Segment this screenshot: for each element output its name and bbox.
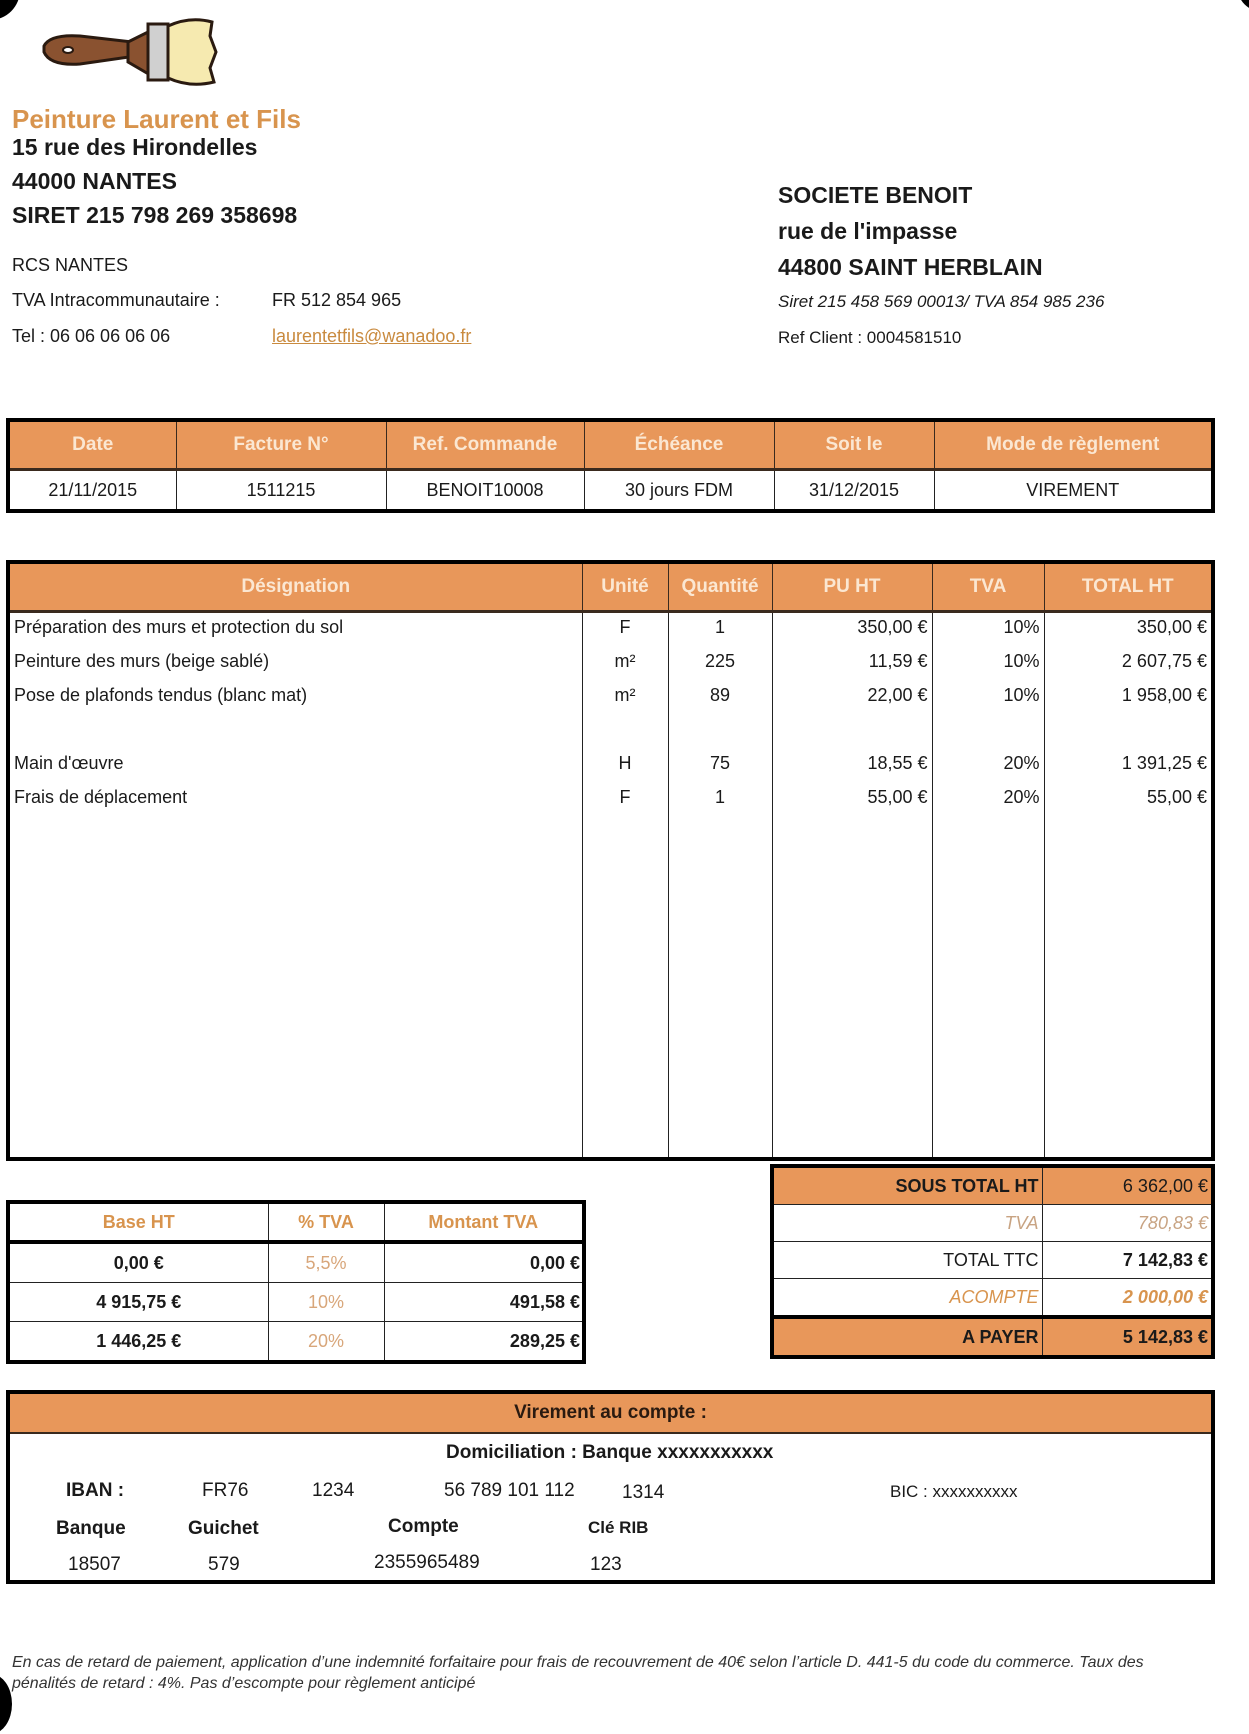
order-ref: BENOIT10008 bbox=[386, 470, 584, 512]
empty-row bbox=[8, 821, 1213, 1159]
iban-label: IBAN : bbox=[66, 1480, 125, 1501]
table-row bbox=[8, 753, 1213, 787]
table-row bbox=[8, 787, 1213, 821]
company-tel: Tel : 06 06 06 06 06 bbox=[12, 326, 171, 346]
company-tva-label: TVA Intracommunautaire : bbox=[12, 290, 220, 310]
invoice-date: 21/11/2015 bbox=[8, 470, 176, 512]
table-header-row bbox=[8, 562, 1213, 612]
item-unit: H bbox=[582, 753, 668, 787]
table-header-row bbox=[8, 1202, 584, 1242]
tva-amount: 491,58 € bbox=[384, 1283, 584, 1322]
item-qty: 225 bbox=[668, 651, 772, 685]
header-unit: Unité bbox=[582, 562, 668, 612]
item-unit: m² bbox=[582, 651, 668, 685]
bank-domiciliation: Domiciliation : Banque xxxxxxxxxxx bbox=[446, 1442, 774, 1463]
header-payment-mode: Mode de règlement bbox=[934, 420, 1213, 470]
tva-rate: 20% bbox=[268, 1322, 384, 1363]
table-row bbox=[8, 1242, 584, 1283]
tva-amount: 289,25 € bbox=[384, 1322, 584, 1363]
item-designation: Frais de déplacement bbox=[8, 787, 582, 821]
item-qty: 89 bbox=[668, 685, 772, 719]
empty-row bbox=[8, 719, 1213, 753]
table-row bbox=[8, 1283, 584, 1322]
deposit-label: ACOMPTE bbox=[772, 1279, 1042, 1318]
header-designation: Désignation bbox=[8, 562, 582, 612]
table-row bbox=[8, 470, 1213, 512]
item-qty: 75 bbox=[668, 753, 772, 787]
company-rcs: RCS NANTES bbox=[12, 255, 129, 275]
client-address: rue de l'impasse bbox=[778, 218, 958, 244]
iban-part: FR76 bbox=[202, 1480, 249, 1501]
client-city: 44800 SAINT HERBLAIN bbox=[778, 254, 1043, 280]
rib-header-account: Compte bbox=[388, 1516, 459, 1537]
invoice-info-table bbox=[6, 418, 1215, 513]
rib-branch-code: 579 bbox=[208, 1554, 240, 1575]
tva-total-label: TVA bbox=[772, 1205, 1042, 1242]
item-unit: F bbox=[582, 612, 668, 652]
late-payment-notice: En cas de retard de paiement, application d’une indemnité forfaitaire pour frais de recouvrement de 40€ selon l’article D. 441-5 du code du commerce. Taux des pénalités de retard : 4%. Pas d’escompte pour règlement anticipé bbox=[12, 1654, 1144, 1692]
client-ids: Siret 215 458 569 00013/ TVA 854 985 236 bbox=[778, 292, 1105, 311]
item-tva: 20% bbox=[932, 787, 1044, 821]
subtotal-value: 6 362,00 € bbox=[1042, 1166, 1213, 1205]
corner-shadow bbox=[0, 0, 20, 20]
tva-base: 1 446,25 € bbox=[8, 1322, 268, 1363]
due-terms: 30 jours FDM bbox=[584, 470, 774, 512]
company-address: 15 rue des Hirondelles bbox=[12, 134, 258, 160]
client-name: SOCIETE BENOIT bbox=[778, 182, 973, 208]
company-siret: SIRET 215 798 269 358698 bbox=[12, 202, 298, 228]
corner-shadow bbox=[1237, 0, 1249, 12]
item-designation: Main d'œuvre bbox=[8, 753, 582, 787]
tva-rate: 10% bbox=[268, 1283, 384, 1322]
header-due-date: Soit le bbox=[774, 420, 934, 470]
item-unit-price: 11,59 € bbox=[772, 651, 932, 685]
totals-table bbox=[770, 1164, 1215, 1359]
ttc-value: 7 142,83 € bbox=[1042, 1242, 1213, 1279]
rib-header-bank: Banque bbox=[56, 1518, 126, 1539]
subtotal-label: SOUS TOTAL HT bbox=[772, 1166, 1042, 1205]
rib-bank-code: 18507 bbox=[68, 1554, 121, 1575]
paintbrush-icon bbox=[40, 12, 240, 92]
bic: BIC : xxxxxxxxxx bbox=[890, 1482, 1018, 1501]
client-ref: Ref Client : 0004581510 bbox=[778, 328, 962, 347]
item-tva: 10% bbox=[932, 651, 1044, 685]
item-designation: Préparation des murs et protection du sol bbox=[8, 612, 582, 652]
iban-part: 1234 bbox=[312, 1480, 355, 1501]
bank-section-title: Virement au compte : bbox=[10, 1394, 1211, 1434]
due-date: 31/12/2015 bbox=[774, 470, 934, 512]
table-row bbox=[8, 1322, 584, 1363]
tva-total-value: 780,83 € bbox=[1042, 1205, 1213, 1242]
header-tva: TVA bbox=[932, 562, 1044, 612]
table-row bbox=[8, 651, 1213, 685]
item-total: 2 607,75 € bbox=[1044, 651, 1213, 685]
company-city: 44000 NANTES bbox=[12, 168, 177, 194]
company-tva-value: FR 512 854 965 bbox=[272, 290, 402, 310]
item-designation: Pose de plafonds tendus (blanc mat) bbox=[8, 685, 582, 719]
company-email-link[interactable]: laurentetfils@wanadoo.fr bbox=[272, 326, 472, 346]
item-unit-price: 55,00 € bbox=[772, 787, 932, 821]
corner-shadow bbox=[0, 1674, 12, 1734]
table-row bbox=[8, 612, 1213, 652]
deposit-value: 2 000,00 € bbox=[1042, 1279, 1213, 1318]
item-unit: m² bbox=[582, 685, 668, 719]
subtotal-row bbox=[772, 1166, 1213, 1205]
header-total-ht: TOTAL HT bbox=[1044, 562, 1213, 612]
item-unit-price: 350,00 € bbox=[772, 612, 932, 652]
item-tva: 10% bbox=[932, 612, 1044, 652]
item-total: 1 958,00 € bbox=[1044, 685, 1213, 719]
item-unit-price: 18,55 € bbox=[772, 753, 932, 787]
iban-part: 1314 bbox=[622, 1482, 665, 1503]
tva-summary-table bbox=[6, 1200, 586, 1364]
invoice-number: 1511215 bbox=[176, 470, 386, 512]
company-name: Peinture Laurent et Fils bbox=[12, 104, 301, 134]
iban-part: 56 789 101 112 bbox=[444, 1480, 575, 1501]
item-qty: 1 bbox=[668, 787, 772, 821]
item-total: 55,00 € bbox=[1044, 787, 1213, 821]
item-qty: 1 bbox=[668, 612, 772, 652]
ttc-label: TOTAL TTC bbox=[772, 1242, 1042, 1279]
item-total: 1 391,25 € bbox=[1044, 753, 1213, 787]
item-designation: Peinture des murs (beige sablé) bbox=[8, 651, 582, 685]
header-tva-rate: % TVA bbox=[268, 1202, 384, 1242]
payment-mode: VIREMENT bbox=[934, 470, 1213, 512]
item-tva: 20% bbox=[932, 753, 1044, 787]
deposit-row bbox=[772, 1279, 1213, 1318]
header-invoice-number: Facture N° bbox=[176, 420, 386, 470]
ttc-row bbox=[772, 1242, 1213, 1279]
header-base-ht: Base HT bbox=[8, 1202, 268, 1242]
tva-total-row bbox=[772, 1205, 1213, 1242]
item-unit-price: 22,00 € bbox=[772, 685, 932, 719]
item-total: 350,00 € bbox=[1044, 612, 1213, 652]
rib-header-branch: Guichet bbox=[188, 1518, 259, 1539]
item-tva: 10% bbox=[932, 685, 1044, 719]
rib-account-number: 2355965489 bbox=[374, 1552, 480, 1573]
table-row bbox=[8, 685, 1213, 719]
rib-header-key: Clé RIB bbox=[588, 1518, 649, 1537]
tva-base: 4 915,75 € bbox=[8, 1283, 268, 1322]
header-due: Échéance bbox=[584, 420, 774, 470]
header-date: Date bbox=[8, 420, 176, 470]
header-quantity: Quantité bbox=[668, 562, 772, 612]
rib-key: 123 bbox=[590, 1554, 622, 1575]
tva-base: 0,00 € bbox=[8, 1242, 268, 1283]
items-table bbox=[6, 560, 1215, 1161]
header-tva-amount: Montant TVA bbox=[384, 1202, 584, 1242]
amount-due-label: A PAYER bbox=[772, 1317, 1042, 1357]
tva-amount: 0,00 € bbox=[384, 1242, 584, 1283]
bank-transfer-section bbox=[6, 1390, 1215, 1584]
tva-rate: 5,5% bbox=[268, 1242, 384, 1283]
amount-due-row bbox=[772, 1317, 1213, 1357]
header-unit-price: PU HT bbox=[772, 562, 932, 612]
table-header-row bbox=[8, 420, 1213, 470]
header-order-ref: Ref. Commande bbox=[386, 420, 584, 470]
item-unit: F bbox=[582, 787, 668, 821]
amount-due-value: 5 142,83 € bbox=[1042, 1317, 1213, 1357]
